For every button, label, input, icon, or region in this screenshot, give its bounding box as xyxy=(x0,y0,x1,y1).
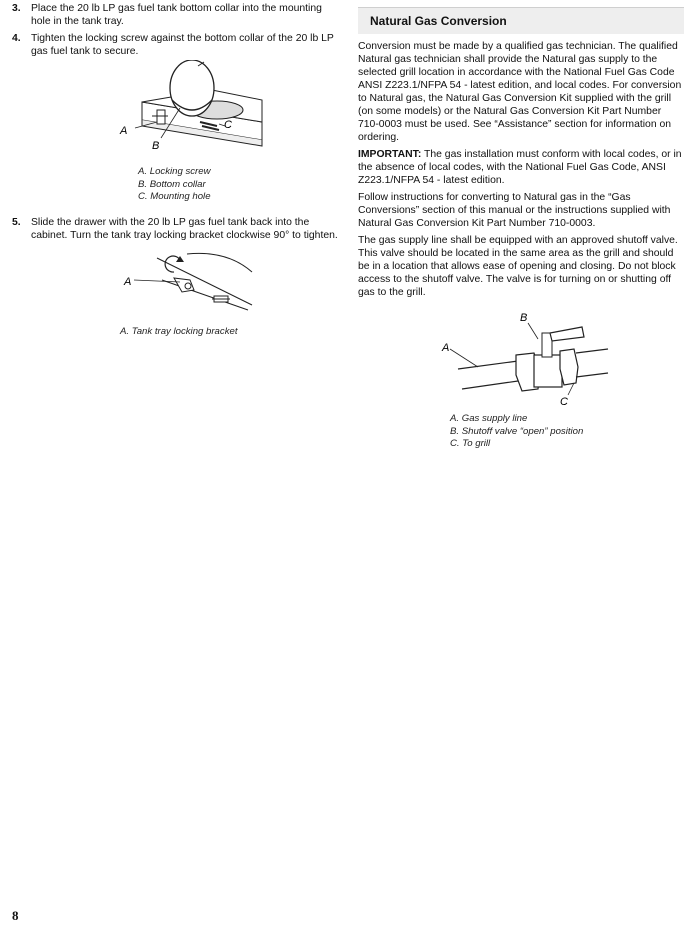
figure-shutoff-valve xyxy=(358,309,684,451)
paragraph-conversion: Conversion must be made by a qualified gas technician. The qualified Natural gas technician shall provide the Natural gas supply to the selected grill location in accordance with the National Fuel Gas Code ANSI Z223.1/NFPA 54 - latest edition, and local codes. For conversion to Natural gas, the Natural Gas Conversion Kit supplied with the grill (on some models) or the Natural Gas Conversion Kit Part Number 710-0003 must be used. See “Assistance” section for information on ordering. xyxy=(358,41,682,143)
right-column xyxy=(358,0,684,451)
label-b: B xyxy=(520,312,528,324)
page-number: 8 xyxy=(12,908,19,923)
caption-line: B. Shutoff valve “open” position xyxy=(450,425,584,437)
valve-illustration xyxy=(358,309,684,409)
caption-line: A. Gas supply line xyxy=(450,413,528,424)
label-c: C xyxy=(560,396,568,408)
caption-line: C. Mounting hole xyxy=(138,191,211,202)
important-label: IMPORTANT: xyxy=(358,149,422,160)
left-column xyxy=(12,0,338,338)
paragraph-important xyxy=(358,148,684,187)
tank-collar-illustration xyxy=(12,60,338,160)
figure-caption: A. Tank tray locking bracket xyxy=(120,325,238,337)
paragraph-shutoff-valve: The gas supply line shall be equipped with an approved shutoff valve. This valve should be located in the same area as the grill and should be in a location that allows ease of opening and closing. Do not block access to the shutoff valve. The valve is for turning on or shutting off gas to the grill. xyxy=(358,235,678,298)
caption-line: A. Locking screw xyxy=(138,166,211,177)
step-text: Tighten the locking screw against the bottom collar of the 20 lb LP gas fuel tank to secure. xyxy=(31,33,334,57)
section-heading-text: Natural Gas Conversion xyxy=(370,14,507,28)
caption-line: B. Bottom collar xyxy=(138,178,206,190)
step-number: 3. xyxy=(12,3,21,14)
important-text: The gas installation must conform with local codes, or in the absence of local codes, with the National Fuel Gas Code, ANSI Z223.1/NFPA 54 - latest edition. xyxy=(358,149,682,186)
section-heading xyxy=(358,7,684,34)
step-3 xyxy=(12,2,338,28)
label-a: A xyxy=(442,342,450,354)
label-c: C xyxy=(224,119,232,131)
bracket-illustration xyxy=(12,250,338,318)
caption-line: C. To grill xyxy=(450,438,491,449)
step-4 xyxy=(12,32,338,58)
figure-caption-list xyxy=(12,166,338,204)
paragraph-follow-instructions: Follow instructions for converting to Natural gas in the “Gas Conversions” section of this manual or the instructions supplied with Natural Gas Conversion Kit Part Number 710-0003. xyxy=(358,192,671,229)
label-b: B xyxy=(152,140,160,152)
figure-locking-bracket xyxy=(12,250,338,339)
step-number: 5. xyxy=(12,216,21,228)
label-a: A xyxy=(124,275,132,288)
figure-caption-list xyxy=(358,413,684,451)
figure-locking-screw xyxy=(12,60,338,204)
step-text: Place the 20 lb LP gas fuel tank bottom collar into the mounting hole in the tank tray. xyxy=(31,3,322,27)
step-text: Slide the drawer with the 20 lb LP gas fuel tank back into the cabinet. Turn the tank tray locking bracket clockwise 90° to tighten. xyxy=(31,216,338,241)
step-5 xyxy=(12,216,338,242)
step-number: 4. xyxy=(12,33,21,44)
label-a: A xyxy=(120,125,128,137)
